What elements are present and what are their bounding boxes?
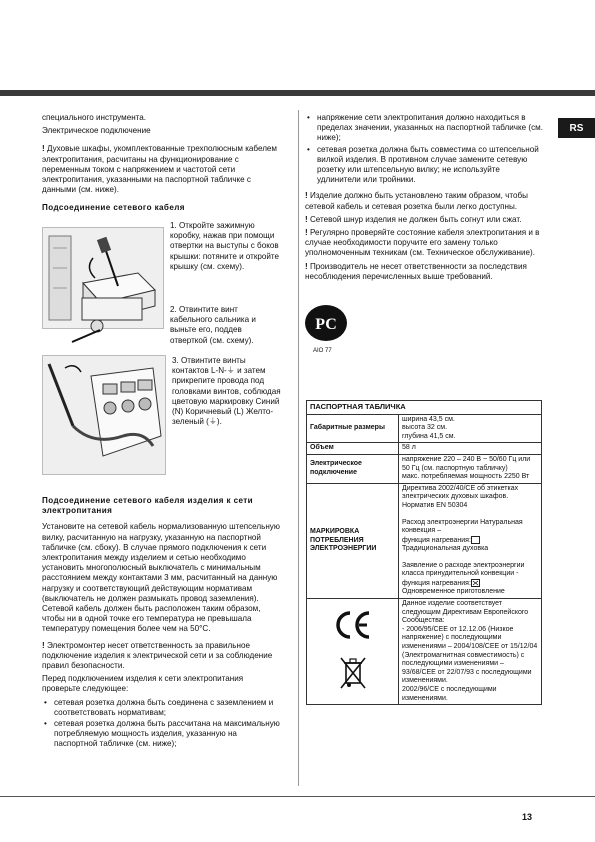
inspection-warning — [305, 228, 545, 259]
row-label: МАРКИРОВКА ПОТРЕБЛЕНИЯ ЭЛЕКТРОЭНЕРГИИ — [307, 483, 399, 598]
pct-logo-icon — [303, 303, 349, 343]
row-value — [399, 454, 542, 483]
power-line: макс. потребляемая мощность 2250 Вт — [402, 473, 530, 481]
check-intro: Перед подключением изделия к сети электропитания проверьте следующее: — [42, 674, 244, 694]
row-label: Объем — [307, 443, 399, 455]
table-row — [307, 483, 542, 598]
simultaneous-cooking-label: Одновременное приготовление — [402, 588, 505, 596]
warning-paragraph — [42, 144, 282, 195]
column-divider — [298, 110, 299, 786]
step-1-text: 1. Откройте зажимную коробку, нажав при помощи отвертки на выступы с боков крышки: потяните и откройте крышку (см. схему). — [170, 221, 280, 271]
conformity-intro: Данное изделие соответствует следующим Директивам Европейского Сообщества: — [402, 599, 529, 625]
intro-line-1: специального инструмента. — [42, 113, 147, 122]
conventional-oven-icon — [471, 536, 480, 544]
row-value — [399, 414, 542, 443]
header-bar — [0, 90, 595, 96]
dimension-width: ширина 43,5 см. — [402, 415, 455, 423]
row-value — [399, 598, 542, 704]
liability-warning-text: Производитель не несет ответственности за последствия несоблюдения перечисленных выше требований. — [305, 261, 527, 281]
section-heading-cable: Подсоединение сетевого кабеля — [42, 203, 185, 213]
heating-function-label: функция нагревания: — [402, 536, 471, 544]
page-number: 13 — [522, 812, 533, 822]
intro-line-2: Электрическое подключение — [42, 126, 151, 136]
conformity-weee: 2002/96/CE с последующими изменениями. — [402, 685, 497, 702]
inspection-warning-text: Регулярно проверяйте состояние кабеля электропитания и в случае необходимости поручите его замену только уполномоченным техникам (см. Техническое обслуживание). — [305, 228, 540, 258]
left-column — [42, 113, 282, 220]
table-row — [307, 414, 542, 443]
table-row — [307, 598, 542, 704]
access-warning — [305, 191, 545, 211]
right-column — [305, 113, 545, 285]
fan-symbol — [472, 580, 479, 586]
row-label: Электрическое подключение — [307, 454, 399, 483]
table-title: ПАСПОРТНАЯ ТАБЛИЧКА — [307, 401, 542, 415]
list-item: • сетевая розетка должна быть совместима со штепсельной вилкой изделия. В противном случае замените сетевую розетку или штепсельную вилку; не используйте удлинители или тройники. — [305, 145, 545, 186]
cable-gland-illustration — [42, 290, 162, 350]
list-item: • сетевая розетка должна быть рассчитана на максимальную потребляемую мощность изделия, указанную на паспортной табличке (см. ниже); — [42, 719, 282, 750]
terminal-illustration — [43, 356, 165, 474]
cable-gland-figure — [42, 290, 162, 350]
dimension-height: высота 32 см. — [402, 424, 448, 432]
list-item: • сетевая розетка должна быть соединена с заземлением и соответствовать нормативам; — [42, 698, 282, 718]
row-value — [399, 483, 542, 598]
heating-function-label: функция нагревания: — [402, 579, 471, 587]
rating-plate-table — [306, 400, 542, 705]
warning-mark: ! — [305, 261, 308, 271]
fan-oven-icon — [471, 579, 480, 587]
warning-mark: ! — [42, 640, 45, 650]
warning-mark: ! — [305, 228, 308, 238]
section-heading-mains: Подсоединение сетевого кабеля изделия к сети электропитания — [42, 496, 254, 516]
row-label — [307, 598, 399, 704]
conformity-directives: - 2006/95/CEE от 12.12.06 (Низкое напряжение) с последующими изменениями – 2004/108/CEE от 15/12/04 (Электромагнитная совместимость) с последующими изменениями – 93/68/CEE от 22/07/93 с последующими изменениями. — [402, 625, 538, 685]
left-checklist — [42, 698, 282, 750]
energy-natural-convection: Расход электроэнергии Натуральная конвекция – — [402, 518, 523, 535]
cord-warning-text: Сетевой шнур изделия не должен быть согнут или сжат. — [309, 214, 522, 224]
step-3-text: 3. Отвинтите винты контактов L-N-⏚ и затем прикрепите провода под головками винтов, соблюдая цветовую маркировку Синий (N) Коричневый (L) Желто-зеленый (⏚). — [172, 356, 281, 427]
traditional-oven-label: Традициональная духовка — [402, 545, 489, 553]
list-item: • напряжение сети электропитания должно находиться в пределах значении, указанных на паспортной табличке (см. ниже); — [305, 113, 545, 144]
heating-function-line — [402, 579, 538, 588]
step-2-text: 2. Отвинтите винт кабельного сальника и выньте его, поддев отверткой (см. схему). — [170, 305, 256, 345]
terminal-figure — [42, 355, 166, 475]
warning-mark: ! — [42, 144, 45, 154]
liability-warning — [305, 262, 545, 282]
svg-text:РС: РС — [315, 316, 337, 333]
warning-text: Духовые шкафы, укомплектованные трехполюсным кабелем электропитания, расчитаны на функционирование с переменным током с напряжением и частотой сети электропитания, указанными на паспортной табличке с данными (см. ниже). — [42, 144, 278, 195]
mains-body: Установите на сетевой кабель нормализованную штепсельную вилку, расчитанную на нагрузку, указанную на паспортной табличке (см. сбоку). В случае прямого подключения к сети электропитания между изделием и сетью необходимо установить многополюсный выключатель с минимальным расстоянием между контактами 3 мм, расчитанный на данную нагрузку и соответствующий действующим нормативам (выключатель не должен размыкать провод заземления). Сетевой кабель должен быть расположен таким образом, чтобы ни в одной точке его температура не превышала температуру помещения более чем на 50°С. — [42, 522, 280, 634]
ce-mark-icon — [333, 609, 373, 641]
access-warning-text: Изделие должно быть установлено таким образом, чтобы сетевой кабель и сетевая розетка были легко доступны. — [305, 191, 528, 211]
dimension-depth: глубина 41,5 см. — [402, 432, 456, 440]
language-tab: RS — [558, 118, 595, 138]
energy-directive: Директива 2002/40/CE об этикетках электрических духовых шкафов. Норматив EN 50304 — [402, 484, 519, 509]
weee-bin-icon — [338, 655, 368, 691]
row-value: 58 л — [399, 443, 542, 455]
heating-function-line — [402, 536, 538, 545]
table-row — [307, 443, 542, 455]
certification-code: AIO 77 — [313, 348, 332, 354]
pct-certification-logo — [303, 303, 353, 363]
energy-forced-convection: Заявление о расходе электроэнергии класса принудительной конвекции - — [402, 561, 525, 578]
warning-mark: ! — [305, 191, 308, 201]
voltage-line: напряжение 220 – 240 В ~ 50/60 Гц или 50 Гц (см. паспортную табличку) — [402, 455, 531, 472]
warning-mark: ! — [305, 214, 308, 224]
left-column-lower — [42, 488, 282, 754]
table-row — [307, 454, 542, 483]
electrician-warning-text: Электромонтер несет ответственность за правильное подключение изделия к электрической сети и за соблюдение правил безопасности. — [42, 640, 273, 671]
right-checklist — [305, 113, 545, 185]
row-label: Габаритные размеры — [307, 414, 399, 443]
footer-rule — [0, 796, 595, 797]
cord-warning — [305, 215, 545, 225]
electrician-warning — [42, 641, 282, 672]
